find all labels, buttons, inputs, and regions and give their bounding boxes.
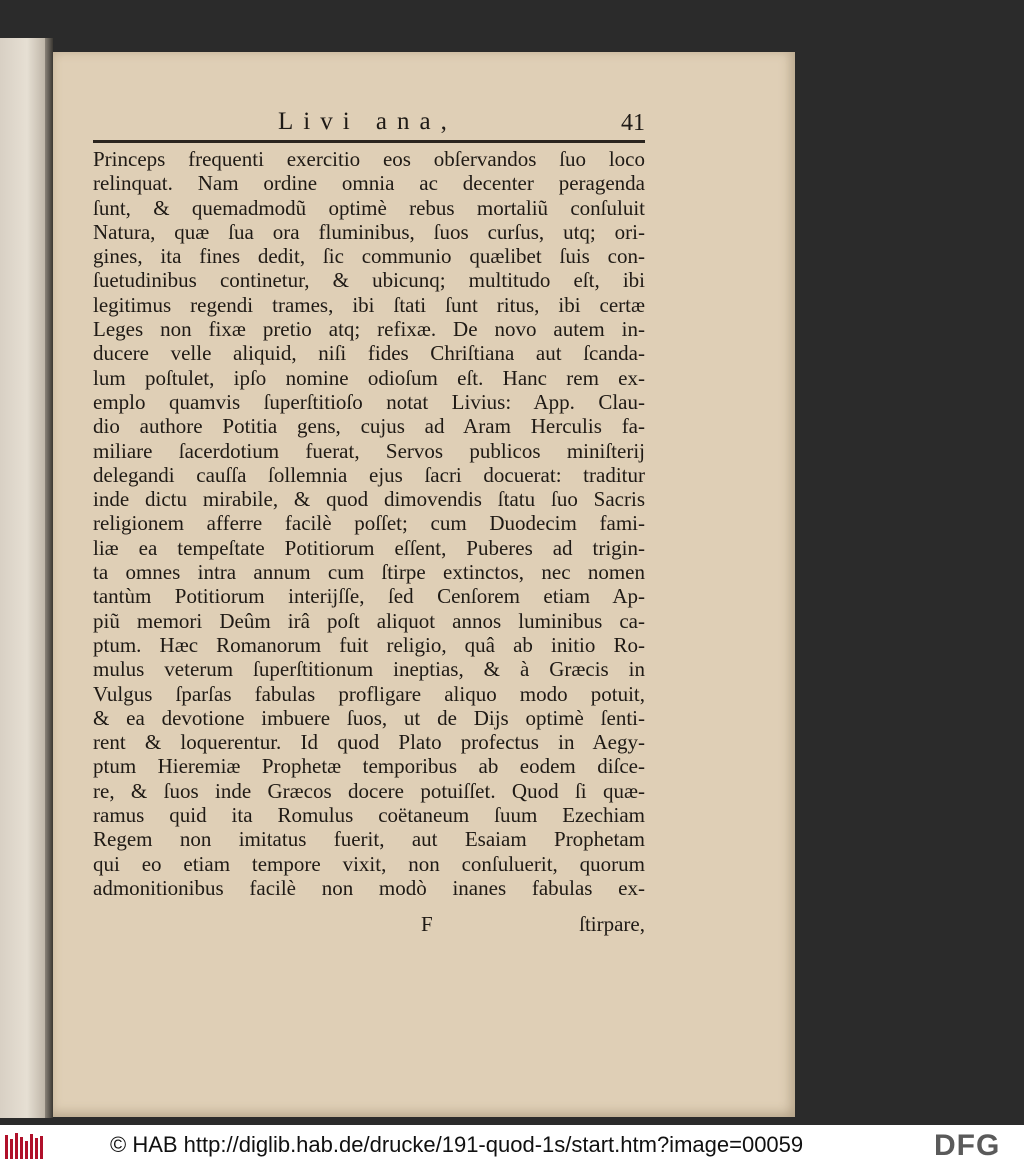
gutter-shadow <box>45 38 53 1118</box>
text-line: relinquat. Nam ordine omnia ac decenter peragenda <box>93 171 645 196</box>
text-line: Regem non imitatus fuerit, aut Esaiam Prophetam <box>93 827 645 852</box>
text-line: tantùm Potitiorum interijſſe, ſed Cenſorem etiam Ap- <box>93 584 645 609</box>
text-line: emplo quamvis ſuperſtitioſo notat Livius: App. Clau- <box>93 389 645 414</box>
text-line: Princeps frequenti exercitio eos obſervandos ſuo loco <box>93 147 645 171</box>
text-line: Vulgus ſparſas fabulas profligare aliquo modo potuit, <box>93 681 645 706</box>
text-line: ſunt, & quemadmodũ optimè rebus mortaliũ conſuluit <box>93 195 645 220</box>
text-line: ta omnes intra annum cum ſtirpe extinctos, nec nomen <box>93 560 645 585</box>
catchword: ſtirpare, <box>579 912 645 936</box>
source-link[interactable]: © HAB http://diglib.hab.de/drucke/191-quod-1s/start.htm?image=00059 <box>110 1132 804 1157</box>
text-line: miliare ſacerdotium fuerat, Servos publicos miniſterij <box>93 438 645 463</box>
text-line: inde dictu mirabile, & quod dimovendis ſtatu ſuo Sacris <box>93 487 645 512</box>
text-line: religionem afferre facilè poſſet; cum Duodecim fami- <box>93 511 645 536</box>
page-header <box>93 108 645 138</box>
text-line: re, & ſuos inde Græcos docere potuiſſet. Quod ſi quæ- <box>93 778 645 803</box>
text-line: admonitionibus facilè non modò inanes fabulas ex- <box>93 875 645 900</box>
text-line: dio authore Potitia gens, cujus ad Aram Herculis fa- <box>93 414 645 439</box>
text-line: liæ ea tempeſtate Potitiorum eſſent, Puberes ad trigin- <box>93 535 645 560</box>
text-line: ptum Hieremiæ Prophetæ temporibus ab eodem diſce- <box>93 754 645 779</box>
text-line: Natura, quæ ſua ora fluminibus, ſuos curſus, utq; ori- <box>93 219 645 244</box>
text-line: piũ memori Deûm irâ poſt aliquot annos luminibus ca- <box>93 608 645 633</box>
hab-logo-icon <box>4 1131 46 1161</box>
text-line: ducere velle aliquid, niſi fides Chriſtiana aut ſcanda- <box>93 341 645 366</box>
book-page <box>53 52 795 1117</box>
left-page-edge <box>0 38 45 1118</box>
dfg-logo: DFG <box>934 1129 1001 1162</box>
text-line: legitimus regendi trames, ibi ſtati ſunt ritus, ibi certæ <box>93 292 645 317</box>
page-number: 41 <box>621 110 645 136</box>
text-line: ſuetudinibus continetur, & ubicunq; multitudo eſt, ibi <box>93 268 645 293</box>
text-line: gines, ita fines dedit, ſic communio quælibet ſuis con- <box>93 244 645 269</box>
signature-mark: F <box>421 912 433 936</box>
footer-bar <box>0 1125 1024 1167</box>
text-line: mulus veterum ſuperſtitionum ineptias, & à Græcis in <box>93 657 645 682</box>
header-rule <box>93 140 645 143</box>
text-line: delegandi cauſſa ſollemnia ejus ſacri docuerat: traditur <box>93 462 645 487</box>
text-line: ptum. Hæc Romanorum fuit religio, quâ ab initio Ro- <box>93 632 645 657</box>
text-line: qui eo etiam tempore vixit, non conſuluerit, quorum <box>93 851 645 876</box>
text-line: rent & loquerentur. Id quod Plato profectus in Aegy- <box>93 730 645 755</box>
running-head: Livi ana, <box>278 108 457 135</box>
text-line: Leges non fixæ pretio atq; refixæ. De novo autem in- <box>93 317 645 342</box>
body-text <box>93 147 645 900</box>
text-line: & ea devotione imbuere ſuos, ut de Dijs optimè ſenti- <box>93 705 645 730</box>
signature-line <box>93 912 645 938</box>
text-line: ramus quid ita Romulus coëtaneum ſuum Ezechiam <box>93 803 645 828</box>
text-line: lum poſtulet, ipſo nomine odioſum eſt. Hanc rem ex- <box>93 365 645 390</box>
